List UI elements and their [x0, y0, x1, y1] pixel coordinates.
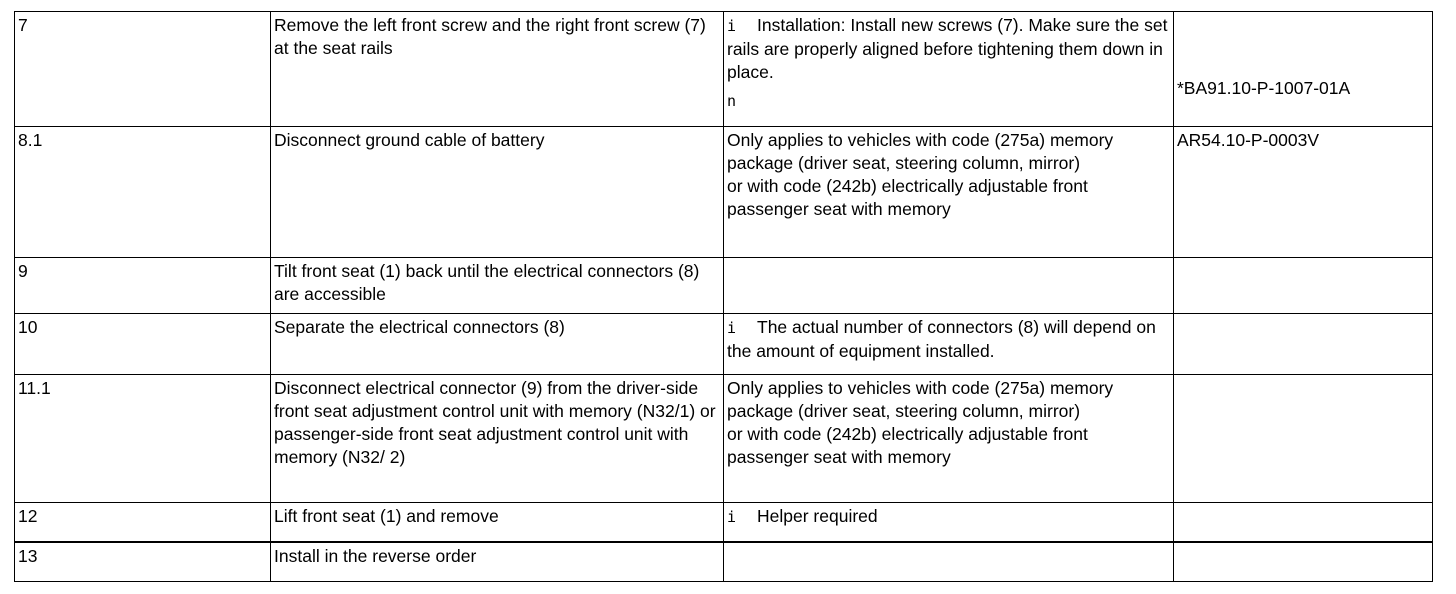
note-text-extra: or with code (242b) electrically adjustable front passenger seat with memory [727, 424, 1088, 467]
step-note [724, 258, 1174, 314]
step-number: 7 [15, 12, 271, 127]
step-number: 12 [15, 503, 271, 543]
note-end-marker: n [727, 92, 737, 110]
table-row [15, 258, 1433, 314]
step-number: 10 [15, 314, 271, 375]
note-text: Only applies to vehicles with code (275a) memory package (driver seat, steering column, mirror) [727, 130, 1114, 173]
repair-steps-table [14, 11, 1433, 582]
note-text: Only applies to vehicles with code (275a) memory package (driver seat, steering column, mirror) [727, 378, 1114, 421]
step-reference [1174, 503, 1433, 543]
reference-link[interactable]: AR54.10-P-0003V [1177, 130, 1320, 150]
step-reference [1174, 375, 1433, 503]
step-action: Disconnect electrical connector (9) from the driver-side front seat adjustment control unit with memory (N32/1) or passenger-side front seat adjustment control unit with memory (N32/ 2) [271, 375, 724, 503]
reference-link[interactable]: *BA91.10-P-1007-01A [1177, 78, 1351, 98]
note-text-extra: or with code (242b) electrically adjustable front passenger seat with memory [727, 176, 1088, 219]
step-note [724, 503, 1174, 543]
note-text: Installation: Install new screws (7). Make sure the set rails are properly aligned before tightening them down in place. [727, 15, 1168, 82]
table-row [15, 314, 1433, 375]
step-action: Disconnect ground cable of battery [271, 127, 724, 258]
table-row [15, 542, 1433, 582]
step-reference [1174, 314, 1433, 375]
step-note [724, 127, 1174, 258]
info-icon: i [727, 508, 737, 526]
step-number: 13 [15, 542, 271, 582]
info-icon: i [727, 17, 737, 35]
step-note [724, 375, 1174, 503]
step-number: 11.1 [15, 375, 271, 503]
step-number: 8.1 [15, 127, 271, 258]
step-note [724, 542, 1174, 582]
table-row [15, 12, 1433, 127]
step-action: Install in the reverse order [271, 542, 724, 582]
table-row [15, 127, 1433, 258]
step-action: Remove the left front screw and the right front screw (7) at the seat rails [271, 12, 724, 127]
step-action: Separate the electrical connectors (8) [271, 314, 724, 375]
step-number: 9 [15, 258, 271, 314]
step-action: Tilt front seat (1) back until the electrical connectors (8) are accessible [271, 258, 724, 314]
step-note [724, 314, 1174, 375]
table-row [15, 503, 1433, 543]
step-reference [1174, 258, 1433, 314]
step-note [724, 12, 1174, 127]
info-icon: i [727, 319, 737, 337]
note-text: The actual number of connectors (8) will depend on the amount of equipment installed. [727, 317, 1156, 361]
step-reference [1174, 127, 1433, 258]
step-action: Lift front seat (1) and remove [271, 503, 724, 543]
step-reference [1174, 12, 1433, 127]
step-reference [1174, 542, 1433, 582]
table-row [15, 375, 1433, 503]
note-text: Helper required [757, 506, 878, 526]
